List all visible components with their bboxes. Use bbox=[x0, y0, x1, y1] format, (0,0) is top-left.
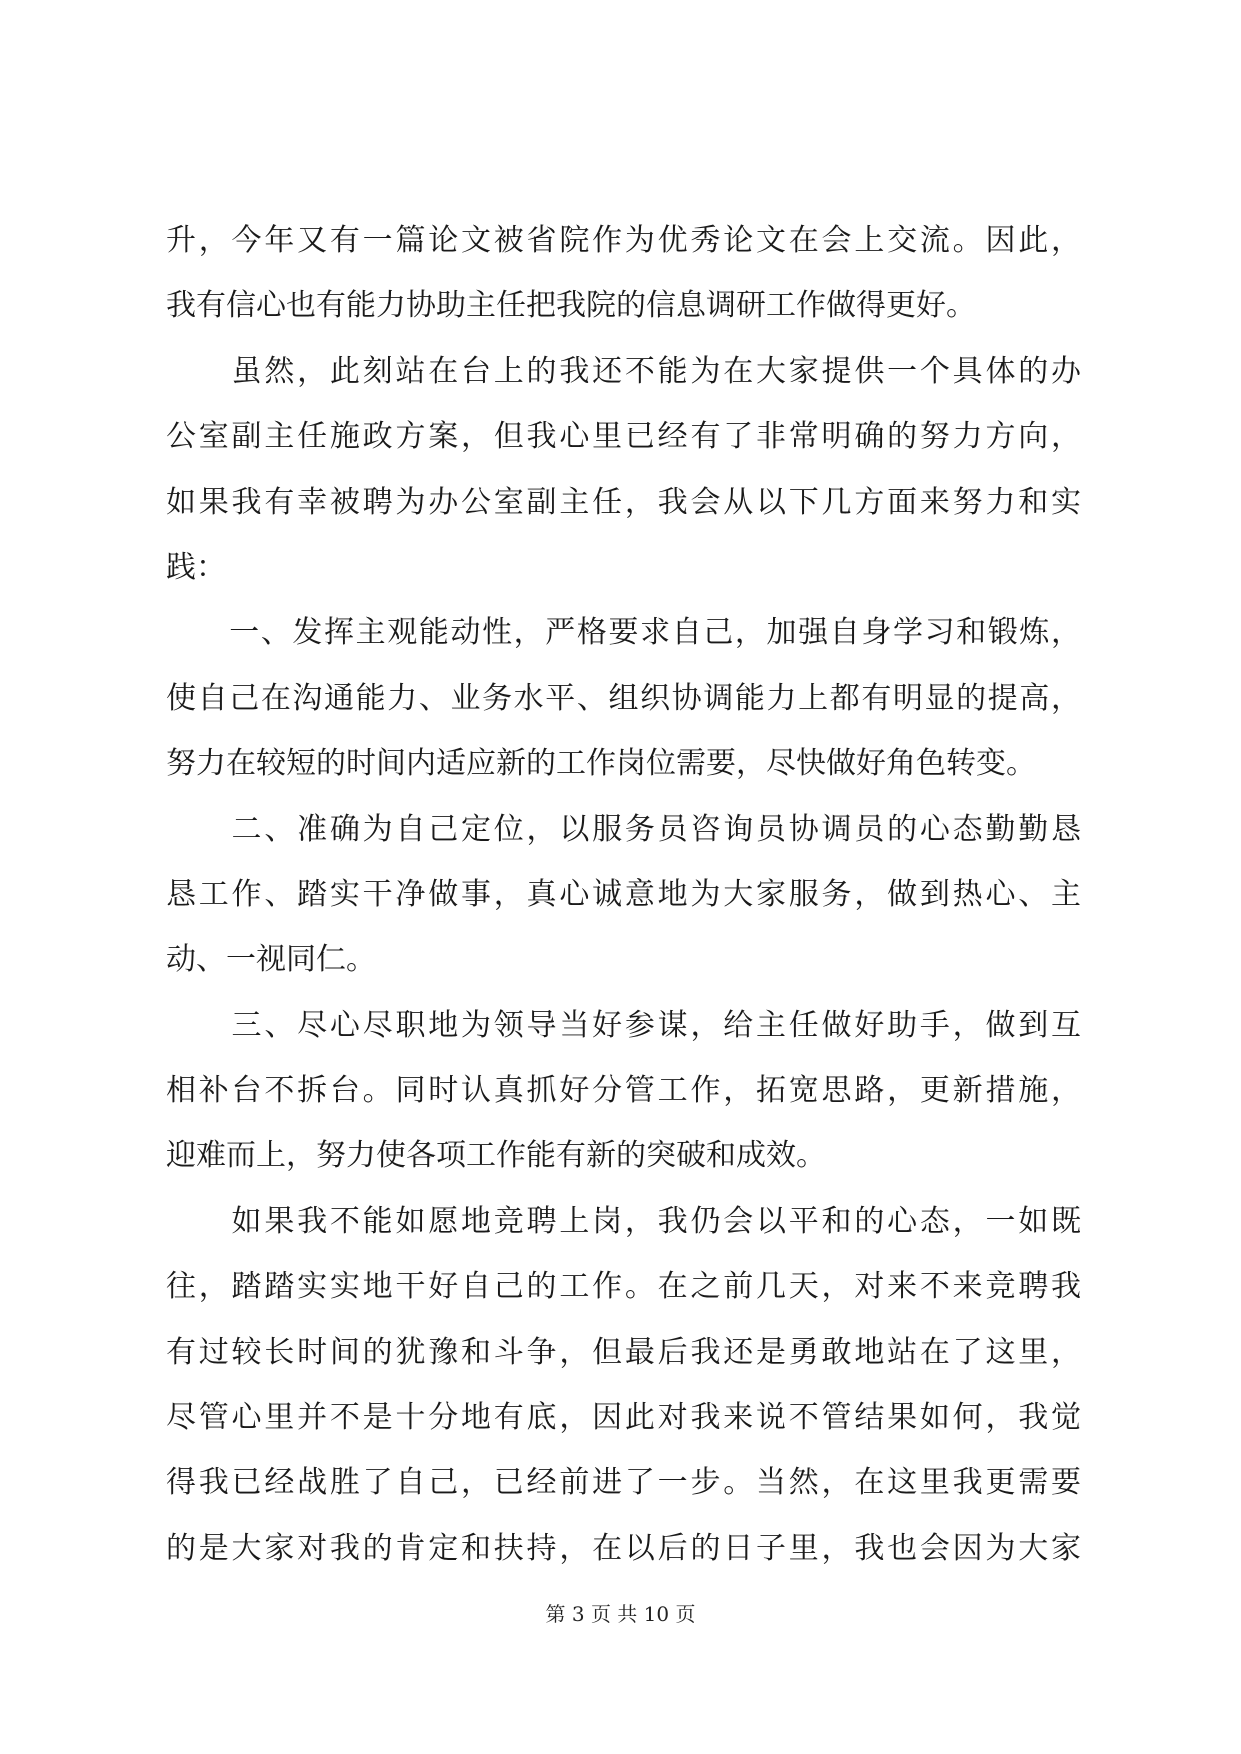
text-line: 二、准确为自己定位，以服务员咨询员协调员的心态勤勤恳 bbox=[166, 811, 1081, 847]
page-footer: 第 3 页 共 10 页 bbox=[545, 1602, 696, 1626]
text-line: 三、尽心尽职地为领导当好参谋，给主任做好助手，做到互 bbox=[166, 1007, 1081, 1043]
text-line: 迎难而上，努力使各项工作能有新的突破和成效。 bbox=[166, 1138, 826, 1174]
text-line: 我有信心也有能力协助主任把我院的信息调研工作做得更好。 bbox=[166, 288, 976, 324]
text-line: 有过较长时间的犹豫和斗争，但最后我还是勇敢地站在了这里， bbox=[166, 1334, 1081, 1370]
text-line: 一、发挥主观能动性，严格要求自己，加强自身学习和锻炼， bbox=[166, 615, 1081, 651]
text-line: 得我已经战胜了自己，已经前进了一步。当然，在这里我更需要 bbox=[166, 1465, 1081, 1501]
text-line: 虽然，此刻站在台上的我还不能为在大家提供一个具体的办 bbox=[166, 353, 1081, 389]
text-line: 践： bbox=[166, 549, 226, 585]
text-line: 公室副主任施政方案，但我心里已经有了非常明确的努力方向， bbox=[166, 419, 1081, 455]
text-line: 如果我有幸被聘为办公室副主任，我会从以下几方面来努力和实 bbox=[166, 484, 1081, 520]
text-line: 尽管心里并不是十分地有底，因此对我来说不管结果如何，我觉 bbox=[166, 1400, 1081, 1436]
text-line: 的是大家对我的肯定和扶持，在以后的日子里，我也会因为大家 bbox=[166, 1530, 1081, 1566]
text-line: 相补台不拆台。同时认真抓好分管工作，拓宽思路，更新措施， bbox=[166, 1073, 1081, 1109]
text-line: 如果我不能如愿地竞聘上岗，我仍会以平和的心态，一如既 bbox=[166, 1203, 1081, 1239]
text-line: 恳工作、踏实干净做事，真心诚意地为大家服务，做到热心、主 bbox=[166, 876, 1081, 912]
document-body bbox=[166, 208, 1081, 1581]
text-line: 升，今年又有一篇论文被省院作为优秀论文在会上交流。因此， bbox=[166, 223, 1081, 258]
text-line: 使自己在沟通能力、业务水平、组织协调能力上都有明显的提高， bbox=[166, 680, 1081, 716]
text-line: 努力在较短的时间内适应新的工作岗位需要，尽快做好角色转变。 bbox=[166, 746, 1036, 782]
text-line: 动、一视同仁。 bbox=[166, 942, 376, 978]
text-line: 往，踏踏实实地干好自己的工作。在之前几天，对来不来竞聘我 bbox=[166, 1269, 1081, 1305]
